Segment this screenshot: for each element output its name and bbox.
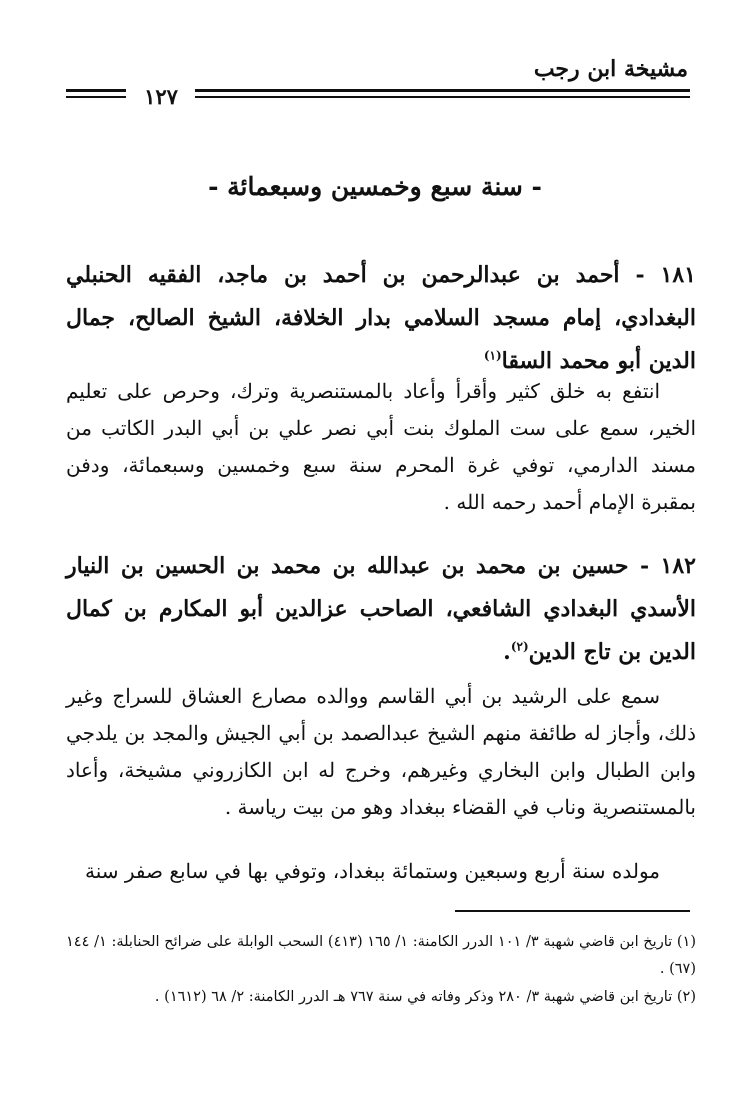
entry-body-181: انتفع به خلق كثير وأقرأ وأعاد بالمستنصرية وترك، وحرص على تعليم الخير، سمع على ست الملوك بنت أبي نصر علي بن أبي البدر الكاتب من مسند الدارمي، توفي غرة المحرم سنة سبع وخمسين وسبعمائة، ودفن بمقبرة الإمام أحمد رحمه الله . xyxy=(66,379,696,514)
entry-heading-182 xyxy=(66,545,696,674)
footnote-ref: (٢) xyxy=(510,639,529,654)
header-rule-right-top xyxy=(195,89,690,92)
footnote-ref: (١) xyxy=(483,348,502,363)
entry-heading-181 xyxy=(66,254,696,383)
header-rule-left-top xyxy=(66,89,126,92)
entry-body-182-continued: مولده سنة أربع وسبعين وستمائة ببغداد، وتوفي بها في سابع صفر سنة xyxy=(84,859,660,883)
entry-heading-end: . xyxy=(503,639,511,665)
page-number: ١٢٧ xyxy=(144,84,178,109)
section-title: - سنة سبع وخمسين وسبعمائة - xyxy=(208,172,542,201)
entry-heading-text: ١٨١ - أحمد بن عبدالرحمن بن أحمد بن ماجد، الفقيه الحنبلي البغدادي، إمام مسجد السلامي بدار الخلافة، الشيخ الصالح، جمال الدين أبو محمد السقا xyxy=(66,262,696,374)
running-header-title: مشيخة ابن رجب xyxy=(533,56,688,82)
header-rule-right-bottom xyxy=(195,96,690,98)
footnote-1: (١) تاريخ ابن قاضي شهبة ٣/ ١٠١ الدرر الكامنة: ١/ ١٦٥ (٤١٣) السحب الوابلة على ضرائح الحنابلة: ١/ ١٤٤ (٦٧) . xyxy=(66,934,696,977)
footnote-2: (٢) تاريخ ابن قاضي شهبة ٣/ ٢٨٠ وذكر وفاته في سنة ٧٦٧ هـ الدرر الكامنة: ٢/ ٦٨ (١٦١٢) . xyxy=(154,989,696,1005)
header-rule-left-bottom xyxy=(66,96,126,98)
footnote-separator xyxy=(455,910,690,912)
entry-heading-text: ١٨٢ - حسين بن محمد بن عبدالله بن محمد بن الحسين بن النيار الأسدي البغدادي الشافعي، الصاحب عزالدين أبو المكارم بن كمال الدين بن تاج الدين xyxy=(66,553,696,665)
entry-body-182: سمع على الرشيد بن أبي القاسم ووالده مصارع العشاق للسراج وغير ذلك، وأجاز له طائفة منهم الشيخ عبدالصمد بن أبي الجيش والمجد بن يلدجي وابن الطبال وابن البخاري وغيرهم، وخرج له ابن الكازروني مشيخة، وأعاد بالمستنصرية وناب في القضاء ببغداد وهو من بيت رياسة . xyxy=(66,684,696,819)
